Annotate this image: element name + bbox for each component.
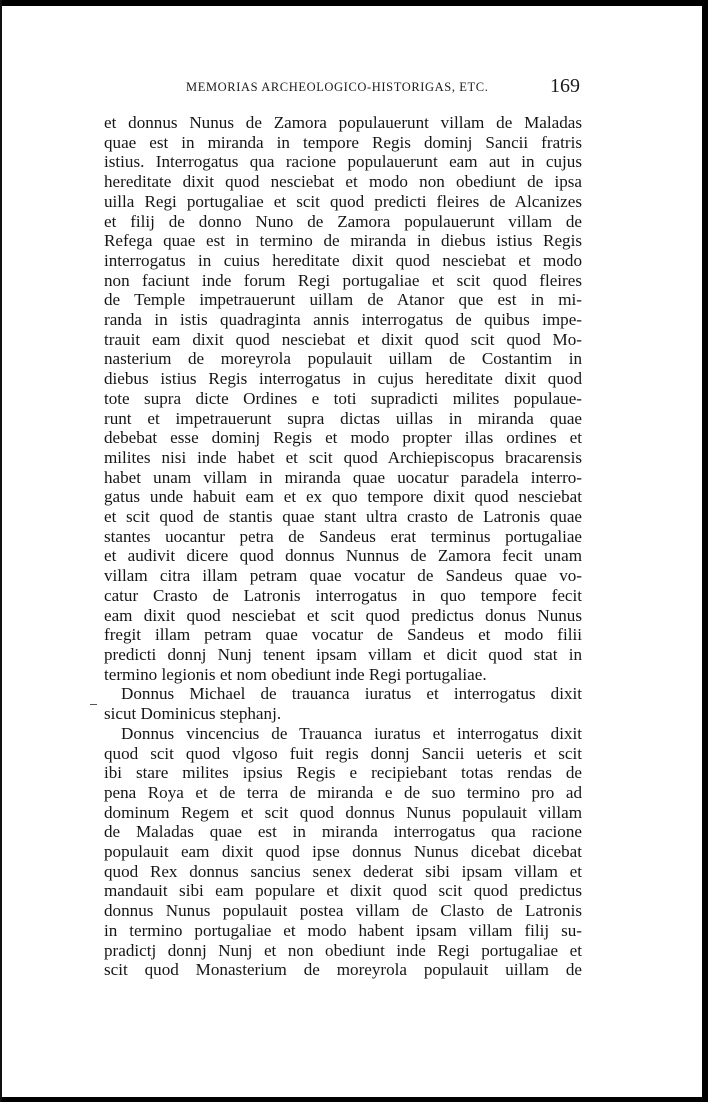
text-line: catur Crasto de Latronis interrogatus in quo tempore fecit xyxy=(104,585,582,605)
text-line: diebus istius Regis interrogatus in cujus hereditate dixit quod xyxy=(104,369,582,389)
text-line: predicti donnj Nunj tenent ipsam villam et dicit quod stat in xyxy=(104,644,582,664)
scan-border-right xyxy=(702,0,708,1102)
text-line: Donnus vincencius de Trauanca iuratus et interrogatus dixit xyxy=(121,723,582,743)
text-line: et filij de donno Nuno de Zamora populauerunt villam de xyxy=(104,211,582,231)
text-line: Refega quae est in termino de miranda in diebus istius Regis xyxy=(104,231,582,251)
text-line: nasterium de moreyrola populauit uillam de Costantim in xyxy=(104,349,582,369)
scan-border-bottom xyxy=(0,1097,708,1102)
text-line: villam citra illam petram quae vocatur de Sandeus quae vo- xyxy=(104,566,582,586)
text-line: sicut Dominicus stephanj. xyxy=(104,704,282,724)
text-line: debebat esse dominj Regis et modo propter illas ordines et xyxy=(104,428,582,448)
running-head xyxy=(104,75,582,102)
text-line: istius. Interrogatus qua racione populauerunt eam aut in cujus xyxy=(104,152,582,172)
page-number: 169 xyxy=(550,75,580,97)
text-line: eam dixit quod nesciebat et scit quod predictus donus Nunus xyxy=(104,605,582,625)
running-title: MEMORIAS ARCHEOLOGICO-HISTORIGAS, ETC. xyxy=(186,80,489,94)
text-line: randa in istis quadraginta annis interrogatus de quibus impe- xyxy=(104,310,582,330)
text-line: uilla Regi portugaliae et scit quod predicti fleires de Alcanizes xyxy=(104,191,582,211)
text-line: hereditate dixit quod nesciebat et modo non obediunt de ipsa xyxy=(104,172,582,192)
text-line: termino legionis et nom obediunt inde Regi portugaliae. xyxy=(104,664,487,684)
text-line: habet unam villam in miranda quae uocatur paradela interro- xyxy=(104,467,582,487)
text-line: non faciunt inde forum Regi portugaliae et scit quod fleires xyxy=(104,270,582,290)
scan-border-top xyxy=(0,0,708,6)
text-line: milites nisi inde habet et scit quod Archiepiscopus bracarensis xyxy=(104,447,582,467)
text-line: scit quod Monasterium de moreyrola populauit uillam de xyxy=(104,960,582,980)
scan-border-left xyxy=(0,0,2,1102)
text-line: runt et impetrauerunt supra dictas uillas in miranda quae xyxy=(104,408,582,428)
text-line: stantes uocantur petra de Sandeus erat terminus portugaliae xyxy=(104,526,582,546)
text-line: ibi stare milites ipsius Regis e recipiebant totas rendas de xyxy=(104,763,582,783)
text-line: pena Roya et de terra de miranda e de suo termino pro ad xyxy=(104,782,582,802)
text-line: quae est in miranda in tempore Regis dominj Sancii fratris xyxy=(104,132,582,152)
text-line: et donnus Nunus de Zamora populauerunt villam de Maladas xyxy=(104,113,582,132)
text-line: fregit illam petram quae vocatur de Sandeus et modo filii xyxy=(104,625,582,645)
text-line: gatus unde habuit eam et ex quo tempore dixit quod nesciebat xyxy=(104,487,582,507)
text-line: de Maladas quae est in miranda interrogatus qua racione xyxy=(104,822,582,842)
body-text xyxy=(104,113,582,980)
text-line: tote supra dicte Ordines e toti supradicti milites populaue- xyxy=(104,388,582,408)
text-line: in termino portugaliae et modo habent ipsam villam filij su- xyxy=(104,920,582,940)
text-line: mandauit sibi eam populare et dixit quod scit quod predictus xyxy=(104,881,582,901)
text-line: dominum Regem et scit quod donnus Nunus populauit villam xyxy=(104,802,582,822)
text-line: quod scit quod vlgoso fuit regis donnj Sancii ueteris et scit xyxy=(104,743,582,763)
text-line: et scit quod de stantis quae stant ultra crasto de Latronis quae xyxy=(104,507,582,527)
text-line: quod Rex donnus sancius senex dederat sibi ipsam villam et xyxy=(104,861,582,881)
text-line: populauit eam dixit quod ipse donnus Nunus dicebat dicebat xyxy=(104,842,582,862)
text-line: Donnus Michael de trauanca iuratus et interrogatus dixit xyxy=(121,684,582,704)
text-line: pradictj donnj Nunj et non obediunt inde Regi portugaliae et xyxy=(104,940,582,960)
text-line: et audivit dicere quod donnus Nunnus de Zamora fecit unam xyxy=(104,546,582,566)
text-line: donnus Nunus populauit postea villam de Clasto de Latronis xyxy=(104,901,582,921)
text-line: interrogatus in cuius hereditate dixit quod nesciebat et modo xyxy=(104,250,582,270)
text-line: trauit eam dixit quod nesciebat et dixit quod scit quod Mo- xyxy=(104,329,582,349)
margin-mark xyxy=(90,704,97,705)
text-line: de Temple impetrauerunt uillam de Atanor que est in mi- xyxy=(104,290,582,310)
